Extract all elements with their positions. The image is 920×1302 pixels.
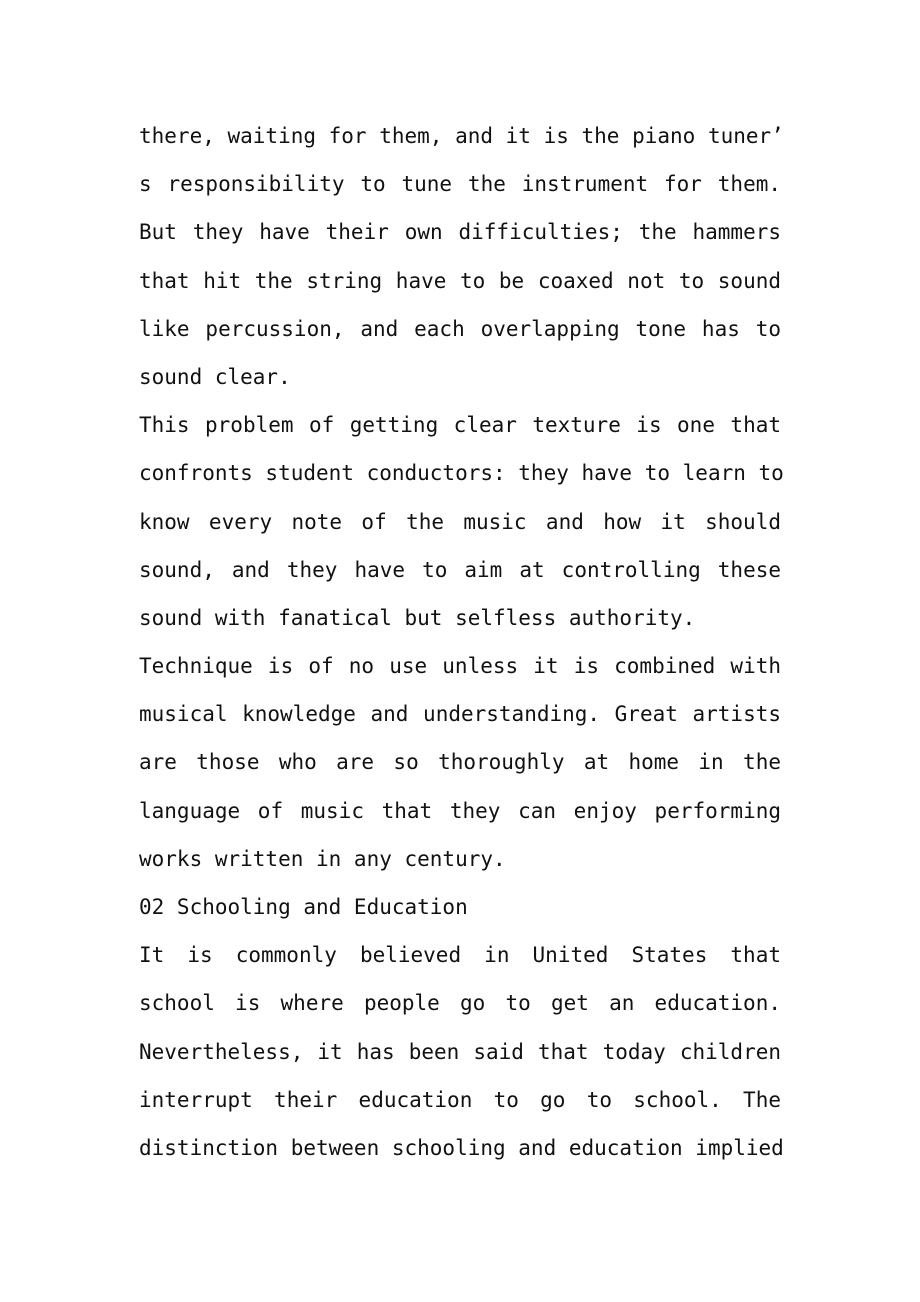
text-line: works written in any century. bbox=[139, 846, 506, 871]
text-line: language of music that they can enjoy performing bbox=[139, 798, 781, 823]
text-line: school is where people go to get an education. bbox=[139, 991, 781, 1016]
text-line: interrupt their education to go to school. The bbox=[139, 1087, 781, 1112]
text-line: But they have their own difficulties; the hammers bbox=[139, 220, 781, 245]
text-line: that hit the string have to be coaxed not to sound bbox=[139, 268, 781, 293]
text-line: sound clear. bbox=[139, 364, 291, 389]
text-line: musical knowledge and understanding. Great artists bbox=[139, 702, 781, 727]
paragraph-schooling bbox=[139, 931, 784, 1172]
text-line: This problem of getting clear texture is one that bbox=[139, 413, 781, 438]
text-line: It is commonly believed in United States that bbox=[139, 943, 781, 968]
section-title: 02 Schooling and Education bbox=[139, 895, 468, 919]
text-line: like percussion, and each overlapping tone has to bbox=[139, 316, 781, 341]
text-line: sound with fanatical but selfless authority. bbox=[139, 605, 696, 630]
paragraph-piano-tuner bbox=[139, 112, 784, 401]
text-line: s responsibility to tune the instrument for them. bbox=[139, 172, 781, 197]
paragraph-student-conductors bbox=[139, 401, 784, 642]
text-line: there, waiting for them, and it is the piano tuner’ bbox=[139, 124, 784, 148]
section-heading bbox=[139, 883, 781, 931]
text-line: confronts student conductors: they have to learn to bbox=[139, 461, 784, 486]
text-line: Nevertheless, it has been said that today children bbox=[139, 1039, 781, 1064]
text-line: sound, and they have to aim at controlling these bbox=[139, 557, 781, 582]
text-line: Technique is of no use unless it is combined with bbox=[139, 654, 781, 679]
document-page bbox=[139, 112, 784, 1172]
text-line: know every note of the music and how it should bbox=[139, 509, 781, 534]
text-line: are those who are so thoroughly at home in the bbox=[139, 750, 781, 775]
text-line: distinction between schooling and education implied bbox=[139, 1135, 784, 1160]
paragraph-technique bbox=[139, 642, 781, 883]
